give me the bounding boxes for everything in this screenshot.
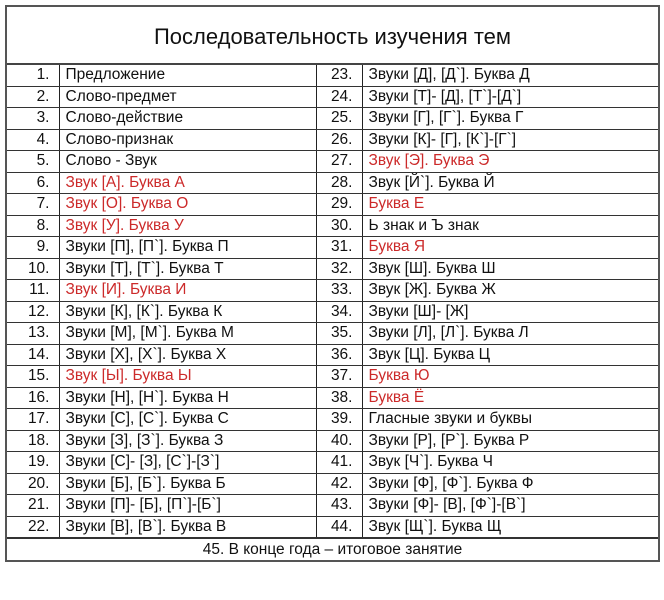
topic-number: 34.: [316, 301, 362, 323]
topic-number: 42.: [316, 473, 362, 495]
topic-title: Звуки [В], [В`]. Буква В: [59, 516, 316, 538]
topic-number: 18.: [7, 430, 59, 452]
table-row: [7, 108, 658, 130]
table-row: [7, 86, 658, 108]
topic-title: Буква Ё: [362, 387, 658, 409]
topic-number: 20.: [7, 473, 59, 495]
topic-number: 21.: [7, 495, 59, 517]
topic-number: 27.: [316, 151, 362, 173]
topic-number: 2.: [7, 86, 59, 108]
topic-number: 3.: [7, 108, 59, 130]
topic-title: Звук [О]. Буква О: [59, 194, 316, 216]
topic-number: 43.: [316, 495, 362, 517]
topics-table: [7, 65, 658, 538]
topic-title: Звуки [Ш]- [Ж]: [362, 301, 658, 323]
topic-number: 8.: [7, 215, 59, 237]
topic-number: 17.: [7, 409, 59, 431]
table-row: [7, 516, 658, 538]
table-row: [7, 495, 658, 517]
topic-title: Звуки [П]- [Б], [П`]-[Б`]: [59, 495, 316, 517]
topic-number: 11.: [7, 280, 59, 302]
table-row: [7, 280, 658, 302]
topic-title: Звуки [М], [М`]. Буква М: [59, 323, 316, 345]
topic-title: Звуки [Х], [Х`]. Буква Х: [59, 344, 316, 366]
topic-number: 4.: [7, 129, 59, 151]
table-row: [7, 366, 658, 388]
topic-number: 31.: [316, 237, 362, 259]
topic-title: Звук [Ы]. Буква Ы: [59, 366, 316, 388]
topic-title: Звук [Ц]. Буква Ц: [362, 344, 658, 366]
table-row: [7, 301, 658, 323]
topic-title: Ь знак и Ъ знак: [362, 215, 658, 237]
topic-title: Звук [И]. Буква И: [59, 280, 316, 302]
topic-number: 6.: [7, 172, 59, 194]
topic-title: Звук [Ж]. Буква Ж: [362, 280, 658, 302]
table-row: [7, 258, 658, 280]
table-title: Последовательность изучения тем: [7, 7, 658, 65]
topic-number: 14.: [7, 344, 59, 366]
topic-title: Слово-действие: [59, 108, 316, 130]
topic-title: Буква Е: [362, 194, 658, 216]
topic-number: 40.: [316, 430, 362, 452]
topic-number: 23.: [316, 65, 362, 86]
topic-title: Звуки [Б], [Б`]. Буква Б: [59, 473, 316, 495]
topic-title: Слово-предмет: [59, 86, 316, 108]
table-row: [7, 194, 658, 216]
topics-table-body: [7, 65, 658, 538]
table-row: [7, 129, 658, 151]
topic-title: Звуки [Ф]- [В], [Ф`]-[В`]: [362, 495, 658, 517]
topic-number: 7.: [7, 194, 59, 216]
topic-number: 9.: [7, 237, 59, 259]
topic-title: Буква Ю: [362, 366, 658, 388]
topic-number: 39.: [316, 409, 362, 431]
topic-number: 29.: [316, 194, 362, 216]
topic-number: 44.: [316, 516, 362, 538]
topic-number: 15.: [7, 366, 59, 388]
topic-title: Звук [У]. Буква У: [59, 215, 316, 237]
topic-title: Буква Я: [362, 237, 658, 259]
topic-number: 24.: [316, 86, 362, 108]
topic-title: Гласные звуки и буквы: [362, 409, 658, 431]
table-row: [7, 323, 658, 345]
topic-title: Звуки [Т], [Т`]. Буква Т: [59, 258, 316, 280]
topic-number: 22.: [7, 516, 59, 538]
topic-number: 26.: [316, 129, 362, 151]
topic-number: 33.: [316, 280, 362, 302]
topic-number: 19.: [7, 452, 59, 474]
topic-title: Звук [А]. Буква А: [59, 172, 316, 194]
topic-title: Звуки [К]- [Г], [К`]-[Г`]: [362, 129, 658, 151]
topic-number: 1.: [7, 65, 59, 86]
topic-title: Звуки [Л], [Л`]. Буква Л: [362, 323, 658, 345]
topic-title: Звуки [С], [С`]. Буква С: [59, 409, 316, 431]
topic-number: 35.: [316, 323, 362, 345]
topic-number: 25.: [316, 108, 362, 130]
topic-title: Звуки [З], [З`]. Буква З: [59, 430, 316, 452]
table-row: [7, 409, 658, 431]
topic-title: Звуки [Н], [Н`]. Буква Н: [59, 387, 316, 409]
topic-number: 30.: [316, 215, 362, 237]
table-row: [7, 452, 658, 474]
table-row: [7, 65, 658, 86]
topic-title: Звуки [Ф], [Ф`]. Буква Ф: [362, 473, 658, 495]
topic-number: 38.: [316, 387, 362, 409]
topic-title: Звуки [Т]- [Д], [Т`]-[Д`]: [362, 86, 658, 108]
table-footer: 45. В конце года – итоговое занятие: [7, 538, 658, 560]
topic-title: Слово - Звук: [59, 151, 316, 173]
topic-number: 36.: [316, 344, 362, 366]
topic-number: 12.: [7, 301, 59, 323]
topic-title: Звуки [С]- [З], [С`]-[З`]: [59, 452, 316, 474]
topic-title: Звуки [К], [К`]. Буква К: [59, 301, 316, 323]
topic-number: 37.: [316, 366, 362, 388]
table-row: [7, 473, 658, 495]
topics-table-sheet: [5, 5, 660, 562]
topic-number: 5.: [7, 151, 59, 173]
topic-title: Звук [Э]. Буква Э: [362, 151, 658, 173]
topic-title: Звуки [Д], [Д`]. Буква Д: [362, 65, 658, 86]
topic-title: Звук [Й`]. Буква Й: [362, 172, 658, 194]
topic-title: Звуки [Р], [Р`]. Буква Р: [362, 430, 658, 452]
table-row: [7, 237, 658, 259]
topic-title: Предложение: [59, 65, 316, 86]
topic-title: Слово-признак: [59, 129, 316, 151]
topic-number: 41.: [316, 452, 362, 474]
topic-number: 13.: [7, 323, 59, 345]
topic-title: Звук [Щ`]. Буква Щ: [362, 516, 658, 538]
table-row: [7, 151, 658, 173]
topic-number: 16.: [7, 387, 59, 409]
topic-number: 32.: [316, 258, 362, 280]
topic-number: 28.: [316, 172, 362, 194]
table-row: [7, 430, 658, 452]
topic-title: Звук [Ч`]. Буква Ч: [362, 452, 658, 474]
table-row: [7, 387, 658, 409]
table-row: [7, 344, 658, 366]
table-row: [7, 172, 658, 194]
topic-number: 10.: [7, 258, 59, 280]
topic-title: Звук [Ш]. Буква Ш: [362, 258, 658, 280]
topic-title: Звуки [П], [П`]. Буква П: [59, 237, 316, 259]
topic-title: Звуки [Г], [Г`]. Буква Г: [362, 108, 658, 130]
table-row: [7, 215, 658, 237]
